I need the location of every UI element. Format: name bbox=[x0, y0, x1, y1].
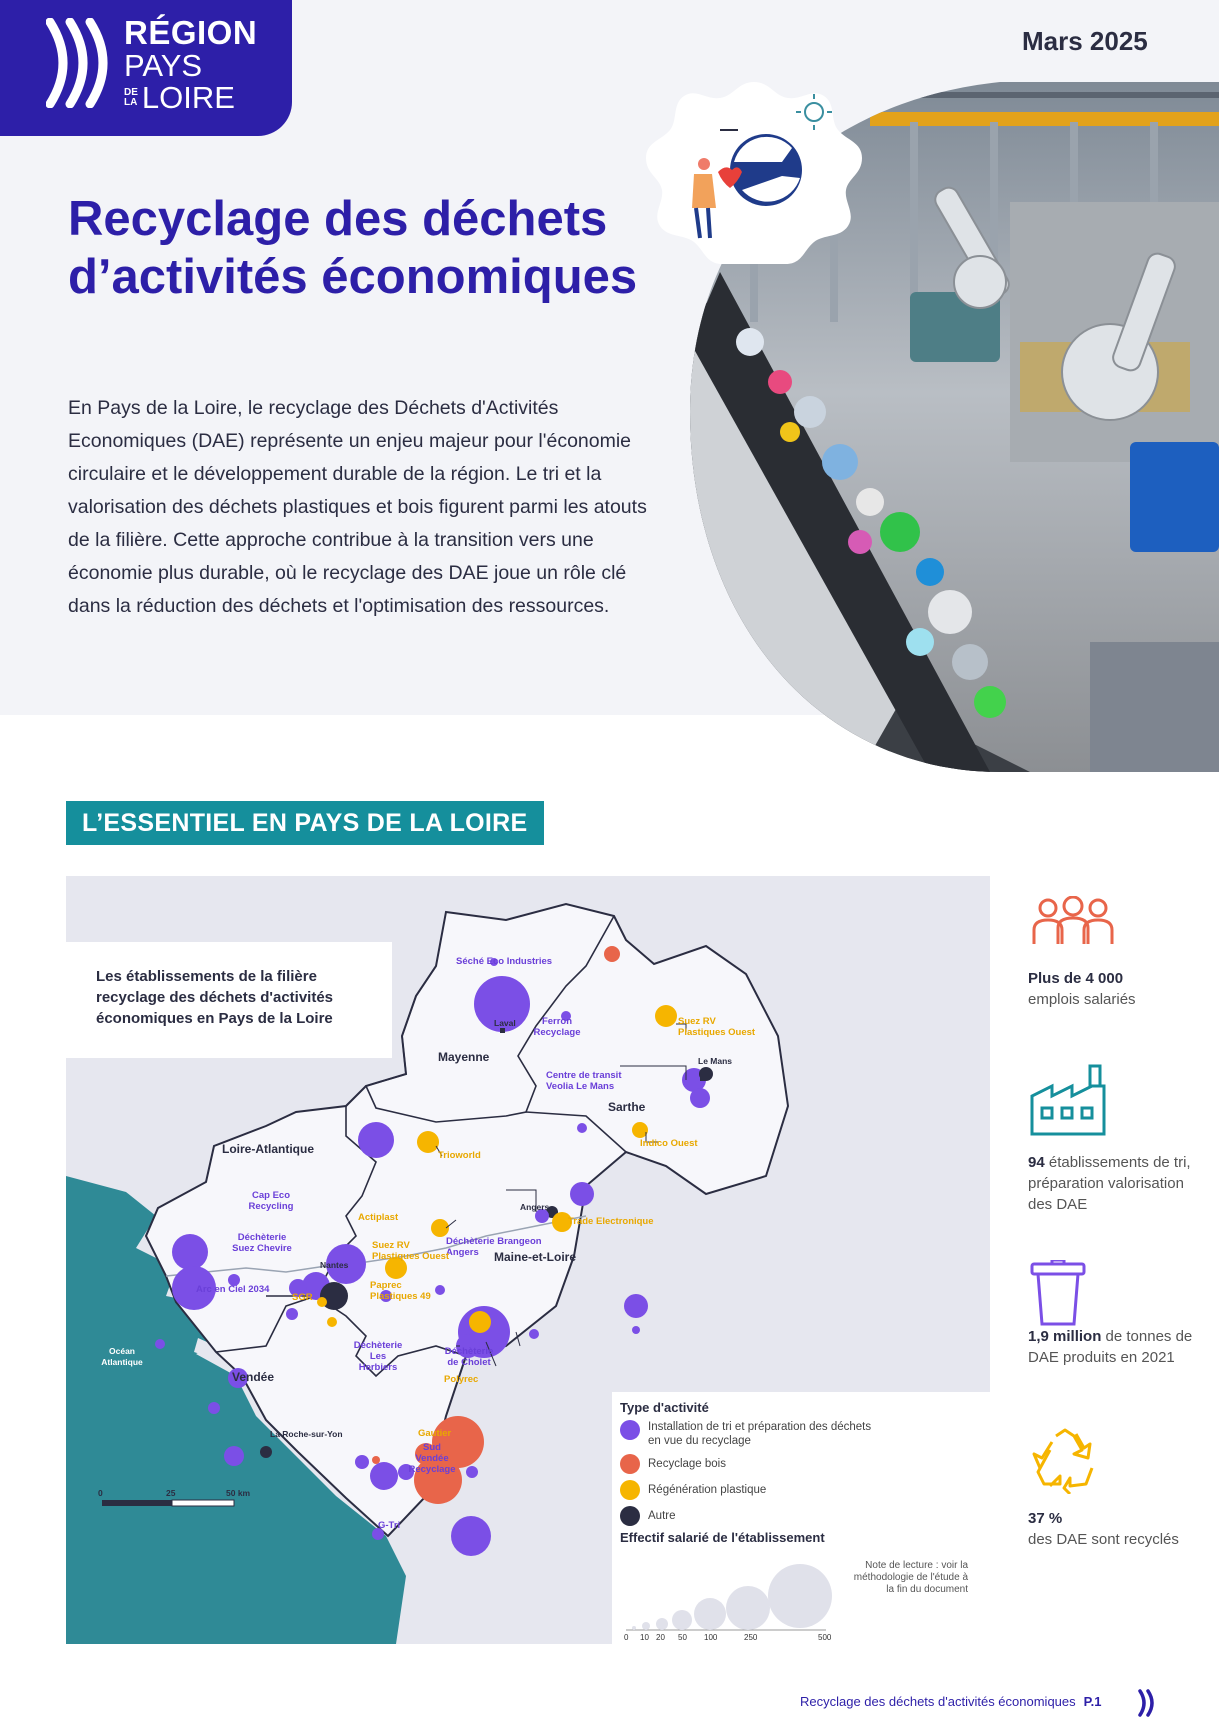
legend-dot-purple bbox=[620, 1420, 640, 1440]
logo-wordmark bbox=[124, 16, 257, 113]
footer-brackets-icon bbox=[1136, 1689, 1160, 1717]
page-footer bbox=[800, 1694, 1101, 1709]
logo-brackets-icon bbox=[46, 18, 114, 108]
scale-tick-25: 25 bbox=[166, 1488, 176, 1498]
scale-tick-50: 50 km bbox=[226, 1488, 251, 1498]
label-cap-eco: Cap Eco Recycling bbox=[248, 1190, 294, 1212]
legend-item-plastique bbox=[620, 1480, 766, 1500]
scale-bar bbox=[102, 1500, 234, 1506]
dept-maine-et-loire: Maine-et-Loire bbox=[494, 1250, 577, 1264]
map-legend bbox=[612, 1392, 990, 1644]
label-gautier: Gautier bbox=[418, 1428, 452, 1439]
legend-label-autre: Autre bbox=[648, 1510, 676, 1522]
stat-tonnes bbox=[1028, 1326, 1208, 1368]
label-la-roche-sur-yon: La Roche-sur-Yon bbox=[270, 1429, 343, 1439]
page-title: Recyclage des déchets d’activités économiques bbox=[68, 192, 638, 304]
dept-vendee: Vendée bbox=[232, 1370, 275, 1384]
map-caption-text: Les établissements de la filière recyclage des déchets d'activités économiques en Pays de la Loire bbox=[96, 968, 334, 1027]
legend-label-plastique: Régénération plastique bbox=[648, 1484, 767, 1496]
label-trioworld: Trioworld bbox=[438, 1150, 481, 1161]
legend-dot-orange bbox=[620, 1454, 640, 1474]
legend-label-bois: Recyclage bois bbox=[648, 1458, 726, 1470]
publication-date: Mars 2025 bbox=[1022, 26, 1148, 56]
logo-line-la: LA bbox=[124, 96, 138, 108]
legend-dot-dark bbox=[620, 1506, 640, 1526]
label-brangeon: Déchèterie Brangeon Angers bbox=[446, 1236, 542, 1258]
legend-dot-yellow bbox=[620, 1480, 640, 1500]
footer-title: Recyclage des déchets d'activités économiques bbox=[800, 1694, 1076, 1709]
stat-recycled-text: des DAE sont recyclés bbox=[1028, 1531, 1179, 1548]
legend-title: Type d'activité bbox=[620, 1400, 709, 1415]
region-logo[interactable] bbox=[0, 0, 292, 136]
label-sgr: SGR bbox=[292, 1292, 313, 1303]
recycle-icon bbox=[1030, 1428, 1100, 1494]
logo-line-pays: PAYS bbox=[124, 48, 203, 83]
label-actiplast: Actiplast bbox=[358, 1212, 399, 1223]
legend-size-title: Effectif salarié de l'établissement bbox=[620, 1530, 825, 1545]
size-tick-50: 50 bbox=[678, 1633, 687, 1642]
label-seche: Séché Eco Industries bbox=[456, 956, 553, 967]
dept-loire-atlantique: Loire-Atlantique bbox=[222, 1142, 314, 1156]
size-tick-20: 20 bbox=[656, 1633, 665, 1642]
stat-establishments-value: 94 bbox=[1028, 1154, 1045, 1171]
label-sud-vendee: Sud Vendée Recyclage bbox=[408, 1442, 456, 1475]
logo-line-region: RÉGION bbox=[124, 14, 258, 51]
legend-note: Note de lecture : voir la méthodologie de l'étude à la fin du document bbox=[853, 1560, 968, 1595]
scale-tick-0: 0 bbox=[98, 1488, 103, 1498]
trash-bin-icon bbox=[1030, 1260, 1086, 1328]
ocean-label: Océan Atlantique bbox=[101, 1346, 143, 1367]
label-trade: Trade Electronique bbox=[568, 1216, 654, 1227]
label-nantes: Nantes bbox=[320, 1260, 349, 1270]
size-tick-500: 500 bbox=[818, 1633, 832, 1642]
label-suez-chevire: Déchèterie Suez Chevire bbox=[232, 1232, 292, 1254]
label-laval: Laval bbox=[494, 1018, 516, 1028]
label-g-tri: G-Tri bbox=[378, 1520, 401, 1531]
label-paprec: Paprec Plastiques 49 bbox=[370, 1280, 431, 1302]
logo-line-de: DE bbox=[124, 86, 138, 98]
label-indico: Indico Ouest bbox=[640, 1138, 698, 1149]
label-suez-rv-2: Suez RV Plastiques Ouest bbox=[372, 1240, 450, 1262]
legend-item-bois bbox=[620, 1454, 726, 1474]
factory-icon bbox=[1028, 1062, 1108, 1138]
region-map[interactable] bbox=[66, 876, 990, 1644]
label-ferron: Ferron Recyclage bbox=[533, 1016, 581, 1038]
size-tick-100: 100 bbox=[704, 1633, 718, 1642]
stat-tonnes-value: 1,9 million bbox=[1028, 1328, 1102, 1345]
size-tick-0: 0 bbox=[624, 1633, 629, 1642]
stat-recycled bbox=[1028, 1508, 1208, 1550]
size-tick-10: 10 bbox=[640, 1633, 649, 1642]
intro-paragraph: En Pays de la Loire, le recyclage des Déchets d'Activités Economiques (DAE) représente un enjeu majeur pour l'économie circulaire et le développement durable de la région. Le tri et la valorisation des déchets plastiques et bois figurent parmi les atouts de la filière. Cette approche contribue à la transition vers une économie plus durable, où le recyclage des DAE joue un rôle clé dans la réduction des déchets et l'optimisation des ressources. bbox=[68, 397, 647, 617]
legend-label-tri: Installation de tri et préparation des déchets en vue du recyclage bbox=[648, 1421, 872, 1447]
stat-jobs-text: emplois salariés bbox=[1028, 991, 1136, 1008]
dept-sarthe: Sarthe bbox=[608, 1100, 646, 1114]
label-centre-transit: Centre de transit Veolia Le Mans bbox=[546, 1070, 622, 1092]
label-suez-rv-1: Suez RV Plastiques Ouest bbox=[678, 1016, 756, 1038]
section-title: L’ESSENTIEL EN PAYS DE LA LOIRE bbox=[66, 801, 544, 845]
dept-mayenne: Mayenne bbox=[438, 1050, 490, 1064]
stat-establishments-text: établissements de tri, préparation valorisation des DAE bbox=[1028, 1154, 1191, 1213]
stat-tonnes-text: de tonnes de DAE produits en 2021 bbox=[1028, 1328, 1193, 1366]
legend-size-circles bbox=[612, 1552, 852, 1636]
stat-jobs bbox=[1028, 968, 1208, 1010]
label-arc-en-ciel: Arc en Ciel 2034 bbox=[196, 1284, 270, 1295]
logo-line-loire: LOIRE bbox=[141, 80, 235, 115]
label-cholet: Déchèterie de Cholet bbox=[444, 1346, 494, 1368]
label-herbiers: Déchèterie Les Herbiers bbox=[353, 1340, 403, 1373]
label-polyrec: Polyrec bbox=[444, 1374, 479, 1385]
map-caption bbox=[66, 942, 392, 1058]
legend-item-autre bbox=[620, 1506, 676, 1526]
page-number: P.1 bbox=[1083, 1694, 1102, 1709]
recycling-illustration-badge bbox=[642, 78, 866, 264]
stat-recycled-value: 37 % bbox=[1028, 1510, 1063, 1527]
label-angers: Angers bbox=[520, 1202, 550, 1212]
people-icon bbox=[1028, 896, 1118, 948]
stat-establishments bbox=[1028, 1152, 1208, 1215]
legend-item-tri bbox=[620, 1420, 880, 1448]
size-tick-250: 250 bbox=[744, 1633, 758, 1642]
stat-jobs-value: Plus de 4 000 bbox=[1028, 970, 1124, 987]
label-le-mans: Le Mans bbox=[698, 1056, 733, 1066]
